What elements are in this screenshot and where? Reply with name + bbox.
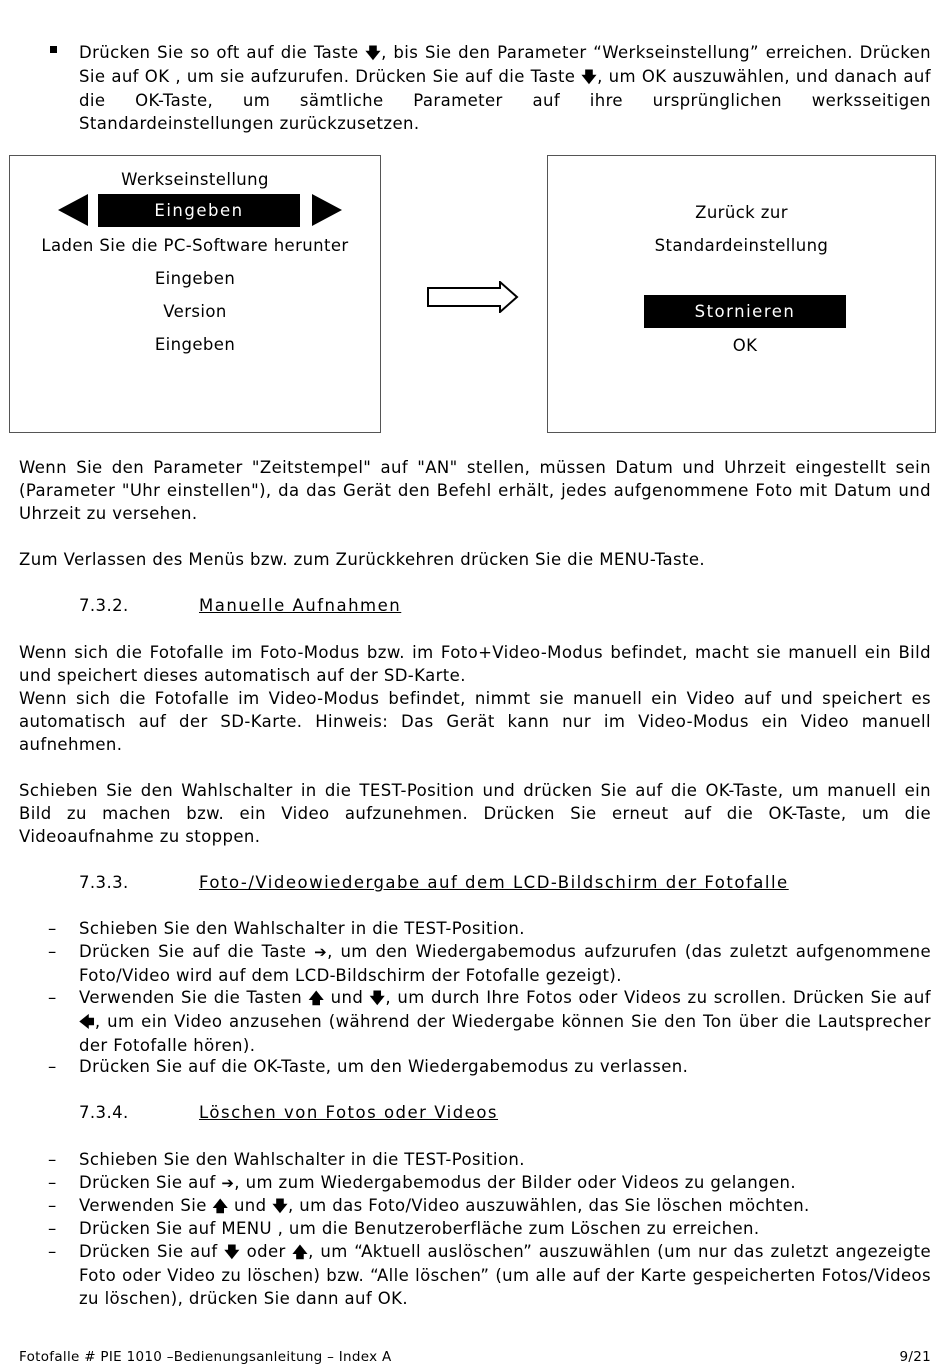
intro-paragraph — [79, 41, 931, 135]
selected-cancel: Stornieren — [644, 295, 846, 328]
arrow-down-icon: 🡇 — [369, 989, 386, 1007]
screen-confirm-reset — [547, 155, 936, 433]
item-text: Verwenden Sie — [79, 1196, 207, 1215]
item-text: und — [330, 988, 364, 1007]
manual-paragraph-2: Wenn sich die Fotofalle im Video-Modus befindet, nimmt sie manuell ein Video auf und speichert es automatisch auf der SD-Karte. Hinweis: Das Gerät kann nur im Video-Modus ein Video manuell aufnehmen. — [19, 689, 931, 754]
arrow-up-icon: 🡅 — [212, 1197, 229, 1215]
arrow-right-icon: ➔ — [314, 943, 328, 961]
list-item — [79, 986, 931, 1057]
item-text: Drücken Sie auf die Taste — [79, 942, 307, 961]
list-item: Schieben Sie den Wahlschalter in die TEST-Position. — [79, 1150, 525, 1169]
manual-paragraph-1: Wenn sich die Fotofalle im Foto-Modus bzw. im Foto+Video-Modus befindet, macht sie manuell ein Bild und speichert dieses automatisch auf der SD-Karte. — [19, 643, 931, 685]
list-dash: – — [48, 919, 57, 938]
timestamp-paragraph: Wenn Sie den Parameter "Zeitstempel" auf "AN" stellen, müssen Datum und Uhrzeit eingestellt sein (Parameter "Uhr einstellen"), da das Gerät den Befehl erhält, jedes aufgenommene Foto mit Datum und Uhrzeit zu versehen. — [19, 458, 931, 523]
list-item — [79, 940, 931, 987]
arrow-left-icon: 🡄 — [79, 1013, 95, 1031]
list-dash: – — [48, 988, 57, 1007]
list-item — [79, 1240, 931, 1310]
item-text: , um durch Ihre Fotos oder Videos zu scrollen. Drücken Sie auf — [385, 988, 931, 1007]
transition-arrow-icon — [427, 281, 519, 313]
right-arrow-icon — [312, 194, 342, 226]
selected-item: Eingeben — [98, 194, 300, 227]
confirm-line-2: Standardeinstellung — [654, 236, 829, 255]
arrow-down-icon: 🡇 — [581, 68, 598, 86]
section-title: Foto-/Videowiedergabe auf dem LCD-Bildschirm der Fotofalle — [199, 873, 789, 892]
list-dash: – — [48, 1219, 57, 1238]
footer-document-title: Fotofalle # PIE 1010 –Bedienungsanleitung – Index A — [19, 1349, 392, 1365]
section-title: Manuelle Aufnahmen — [199, 596, 402, 615]
list-item — [79, 1194, 931, 1218]
list-item: Schieben Sie den Wahlschalter in die TEST-Position. — [79, 919, 525, 938]
list-item: Drücken Sie auf die OK-Taste, um den Wiedergabemodus zu verlassen. — [79, 1057, 689, 1076]
list-dash: – — [48, 1150, 57, 1169]
item-text: , um den Wiedergabemodus aufzurufen (das zuletzt aufgenommene Foto/Video wird auf dem LCD-Bildschirm der Fotofalle gezeigt). — [79, 942, 932, 985]
section-title: Löschen von Fotos oder Videos — [199, 1103, 499, 1122]
item-text: , um zum Wiedergabemodus der Bilder oder Videos zu gelangen. — [234, 1173, 797, 1192]
menu-line-enter-2: Eingeben — [154, 335, 236, 354]
arrow-right-icon: ➔ — [221, 1174, 235, 1192]
menu-line-download: Laden Sie die PC-Software herunter — [41, 236, 349, 255]
arrow-up-icon: 🡅 — [308, 989, 325, 1007]
item-text: , um ein Video anzusehen (während der Wiedergabe können Sie den Ton über die Lautsprecher der Fotofalle hören). — [79, 1012, 931, 1055]
section-number: 7.3.3. — [79, 873, 129, 892]
menu-line-version: Version — [163, 302, 227, 321]
list-dash: – — [48, 1196, 57, 1215]
screen-title: Werkseinstellung — [121, 170, 269, 189]
list-dash: – — [48, 1242, 57, 1261]
arrow-down-icon: 🡇 — [224, 1243, 240, 1261]
item-text: und — [233, 1196, 267, 1215]
list-item — [79, 1171, 931, 1195]
list-dash: – — [48, 1173, 57, 1192]
item-text: Verwenden Sie die Tasten — [79, 988, 303, 1007]
intro-text-3: , um OK auszuwählen, und danach auf die OK-Taste, um sämtliche Parameter auf ihre ursprünglichen werksseitigen Standardeinstellungen zurückzusetzen. — [79, 67, 931, 133]
section-number: 7.3.4. — [79, 1103, 129, 1122]
confirm-ok: OK — [732, 336, 758, 355]
intro-text-1: Drücken Sie so oft auf die Taste — [79, 43, 359, 62]
arrow-down-icon: 🡇 — [272, 1197, 289, 1215]
item-text: Drücken Sie auf — [79, 1173, 216, 1192]
item-text: , um das Foto/Video auszuwählen, das Sie löschen möchten. — [288, 1196, 810, 1215]
list-dash: – — [48, 1057, 57, 1076]
list-item: Drücken Sie auf MENU , um die Benutzeroberfläche zum Löschen zu erreichen. — [79, 1219, 760, 1238]
screen-factory-settings — [9, 155, 381, 433]
footer-page-number: 9/21 — [899, 1349, 931, 1365]
bullet-square — [50, 46, 57, 53]
item-text: , um “Aktuell auslöschen” auszuwählen (um nur das zuletzt angezeigte Foto oder Video zu löschen) bzw. “Alle löschen” (um alle auf der Karte gespeicherten Fotos/Videos zu löschen), drücken Sie dann auf OK. — [79, 1242, 931, 1308]
arrow-down-icon: 🡇 — [365, 44, 382, 62]
section-number: 7.3.2. — [79, 596, 129, 615]
intro-text-2: , bis Sie den Parameter “Werkseinstellung” erreichen. Drücken Sie auf OK , um sie aufzurufen. Drücken Sie auf die Taste — [79, 43, 931, 86]
item-text: Drücken Sie auf — [79, 1242, 218, 1261]
arrow-up-icon: 🡅 — [292, 1243, 309, 1261]
list-dash: – — [48, 942, 57, 961]
confirm-line-1: Zurück zur — [695, 203, 788, 222]
menu-exit-paragraph: Zum Verlassen des Menüs bzw. zum Zurückkehren drücken Sie die MENU-Taste. — [19, 550, 706, 569]
manual-paragraph-3: Schieben Sie den Wahlschalter in die TEST-Position und drücken Sie auf die OK-Taste, um manuell ein Bild zu machen bzw. ein Video aufzunehmen. Drücken Sie erneut auf die OK-Taste, um die Videoaufnahme zu stoppen. — [19, 781, 931, 846]
item-text: oder — [246, 1242, 286, 1261]
menu-line-enter: Eingeben — [154, 269, 236, 288]
left-arrow-icon — [58, 194, 88, 226]
